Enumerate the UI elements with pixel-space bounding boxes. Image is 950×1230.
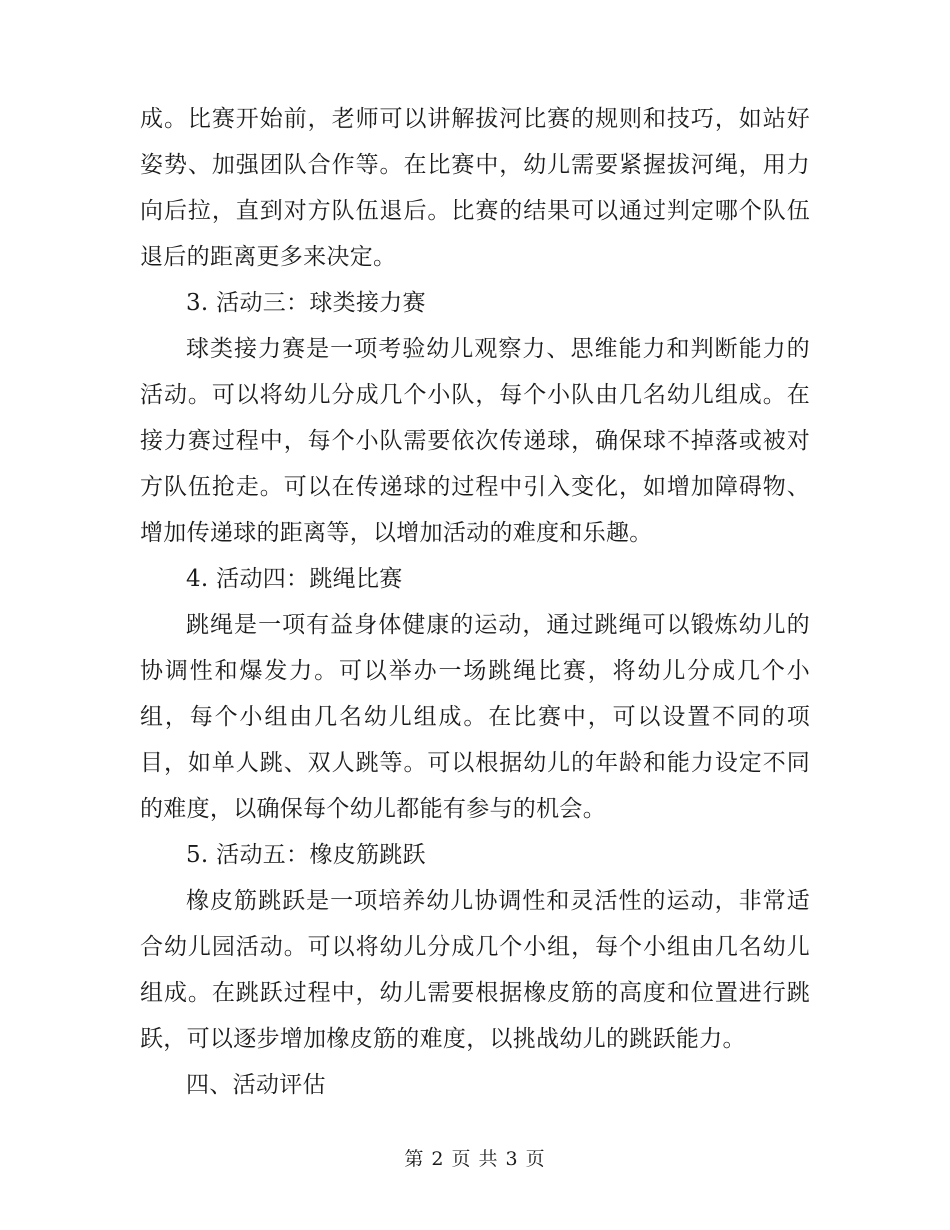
section-heading-activity-3: 3. 活动三：球类接力赛 — [186, 290, 426, 316]
section-heading-activity-5: 5. 活动五：橡皮筋跳跃 — [186, 842, 426, 868]
section-heading-evaluation: 四、活动评估 — [186, 1072, 326, 1098]
page-footer: 第 2 页 共 3 页 — [404, 1148, 546, 1170]
section-heading-activity-4: 4. 活动四：跳绳比赛 — [186, 566, 403, 592]
paragraph-rubber-band-jump: 橡皮筋跳跃是一项培养幼儿协调性和灵活性的运动，非常适合幼儿园活动。可以将幼儿分成几个小组，每个小组由几名幼儿组成。在跳跃过程中，幼儿需要根据橡皮筋的高度和位置进行跳跃，可以逐步增加橡皮筋的难度，以挑战幼儿的跳跃能力。 — [140, 888, 810, 1052]
paragraph-ball-relay: 球类接力赛是一项考验幼儿观察力、思维能力和判断能力的活动。可以将幼儿分成几个小队，每个小队由几名幼儿组成。在接力赛过程中，每个小队需要依次传递球，确保球不掉落或被对方队伍抢走。可以在传递球的过程中引入变化，如增加障碍物、增加传递球的距离等，以增加活动的难度和乐趣。 — [140, 336, 810, 546]
document-body — [140, 96, 810, 1108]
paragraph-continued: 成。比赛开始前，老师可以讲解拔河比赛的规则和技巧，如站好姿势、加强团队合作等。在比赛中，幼儿需要紧握拔河绳，用力向后拉，直到对方队伍退后。比赛的结果可以通过判定哪个队伍退后的距离更多来决定。 — [140, 106, 810, 270]
paragraph-jump-rope: 跳绳是一项有益身体健康的运动，通过跳绳可以锻炼幼儿的协调性和爆发力。可以举办一场跳绳比赛，将幼儿分成几个小组，每个小组由几名幼儿组成。在比赛中，可以设置不同的项目，如单人跳、双人跳等。可以根据幼儿的年龄和能力设定不同的难度，以确保每个幼儿都能有参与的机会。 — [140, 612, 810, 822]
